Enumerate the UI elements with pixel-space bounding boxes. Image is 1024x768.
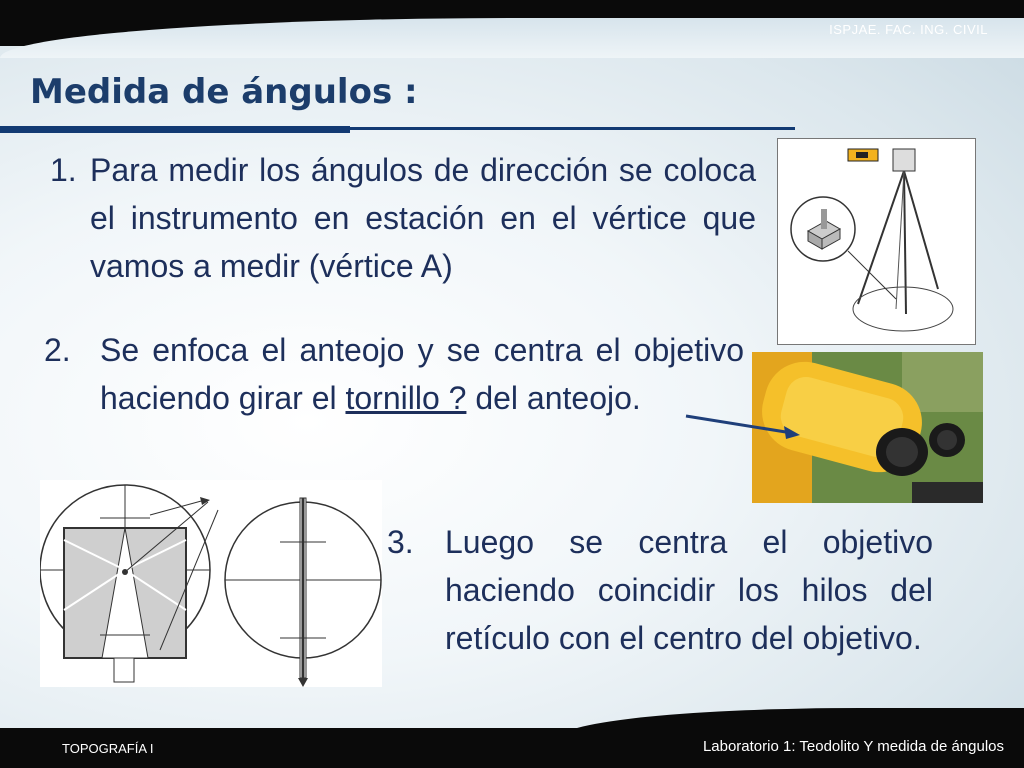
item-1-number: 1. (50, 152, 77, 188)
title-rule-thin (350, 127, 795, 130)
item-2-text-after: del anteojo. (466, 380, 641, 416)
item-3 (387, 518, 933, 662)
tripod-illustration (778, 139, 975, 344)
item-3-text: Luego se centra el objetivo haciendo coincidir los hilos del retículo con el centro del objetivo. (445, 524, 933, 656)
item-2-text (100, 326, 744, 422)
title-rule-thick (0, 126, 350, 133)
item-3-number: 3. (387, 524, 414, 560)
tripod-diagram (777, 138, 976, 345)
pointer-arrow (680, 408, 810, 448)
reticle-diagram (40, 480, 382, 687)
item-2-number: 2. (44, 332, 71, 368)
item-1-text: Para medir los ángulos de dirección se coloca el instrumento en estación en el vértice que vamos a medir (vértice A) (90, 152, 756, 284)
footer-lab-title: Laboratorio 1: Teodolito Y medida de ángulos (702, 738, 1004, 755)
item-1 (50, 146, 756, 290)
item-2-text-before: Se enfoca el anteojo y se centra el objetivo haciendo girar el (100, 332, 744, 416)
slide-title: Medida de ángulos : (30, 72, 418, 112)
header-tag: ISPJAE. FAC. ING. CIVIL (829, 22, 988, 37)
item-2 (44, 326, 744, 422)
item-2-underlined: tornillo ? (345, 380, 467, 416)
reticle-illustration (40, 480, 382, 687)
footer-course: TOPOGRAFÍA I (62, 741, 154, 756)
